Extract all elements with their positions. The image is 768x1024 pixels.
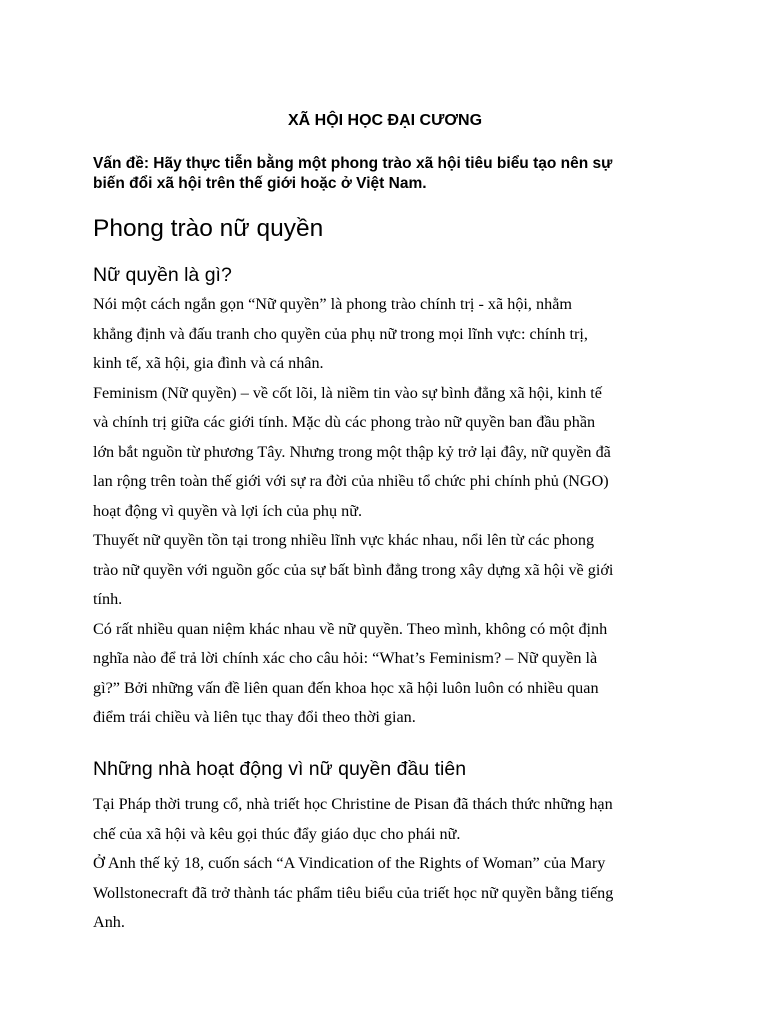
text-line: Ở Anh thế kỷ 18, cuốn sách “A Vindication of the Rights of Woman” của Mary xyxy=(93,854,606,872)
text-line: lớn bắt nguồn từ phương Tây. Nhưng trong một thập kỷ trở lại đây, nữ quyền đã xyxy=(93,442,611,461)
text-line: hoạt động vì quyền và lợi ích của phụ nữ. xyxy=(93,501,363,520)
text-line: trào nữ quyền với nguồn gốc của sự bất bình đẳng trong xây dựng xã hội về giới xyxy=(93,560,614,579)
text-line: khẳng định và đấu tranh cho quyền của phụ nữ trong mọi lĩnh vực: chính trị, xyxy=(93,324,588,343)
text-line: Wollstonecraft đã trở thành tác phẩm tiêu biểu của triết học nữ quyền bằng tiếng xyxy=(93,883,614,902)
text-line: kinh tế, xã hội, gia đình và cá nhân. xyxy=(93,354,324,372)
text-line: chế của xã hội và kêu gọi thúc đẩy giáo dục cho phái nữ. xyxy=(93,824,461,843)
text-line: Có rất nhiều quan niệm khác nhau về nữ quyền. Theo mình, không có một định xyxy=(93,619,608,638)
text-line: Nói một cách ngắn gọn “Nữ quyền” là phong trào chính trị - xã hội, nhằm xyxy=(93,295,572,313)
text-line: tính. xyxy=(93,590,123,608)
text-line: điểm trái chiều và liên tục thay đổi theo thời gian. xyxy=(93,708,416,726)
section-heading-what-is-feminism: Nữ quyền là gì? xyxy=(93,264,232,286)
text-line: nghĩa nào để trả lời chính xác cho câu hỏi: “What’s Feminism? – Nữ quyền là xyxy=(93,649,598,667)
section-body-what-is-feminism xyxy=(93,290,693,733)
question-line: Vấn đề: Hãy thực tiễn bằng một phong trào xã hội tiêu biểu tạo nên sự xyxy=(93,155,613,172)
text-line: Thuyết nữ quyền tồn tại trong nhiều lĩnh vực khác nhau, nổi lên từ các phong xyxy=(93,531,595,549)
question-line: biến đổi xã hội trên thế giới hoặc ở Việt Nam. xyxy=(93,175,427,192)
text-line: Anh. xyxy=(93,913,125,931)
text-line: Feminism (Nữ quyền) – về cốt lõi, là niềm tin vào sự bình đẳng xã hội, kinh tế xyxy=(93,383,602,402)
main-heading: Phong trào nữ quyền xyxy=(93,215,324,242)
section-body-early-activists xyxy=(93,790,693,938)
text-line: và chính trị giữa các giới tính. Mặc dù các phong trào nữ quyền ban đầu phần xyxy=(93,413,596,431)
text-line: lan rộng trên toàn thế giới với sự ra đời của nhiều tổ chức phi chính phủ (NGO) xyxy=(93,472,609,490)
section-heading-early-activists: Những nhà hoạt động vì nữ quyền đầu tiên xyxy=(93,758,467,780)
document-title: XÃ HỘI HỌC ĐẠI CƯƠNG xyxy=(287,112,483,129)
question-statement xyxy=(93,154,693,194)
text-line: Tại Pháp thời trung cổ, nhà triết học Christine de Pisan đã thách thức những hạn xyxy=(93,795,613,813)
text-line: gì?” Bởi những vấn đề liên quan đến khoa học xã hội luôn luôn có nhiều quan xyxy=(93,678,599,697)
